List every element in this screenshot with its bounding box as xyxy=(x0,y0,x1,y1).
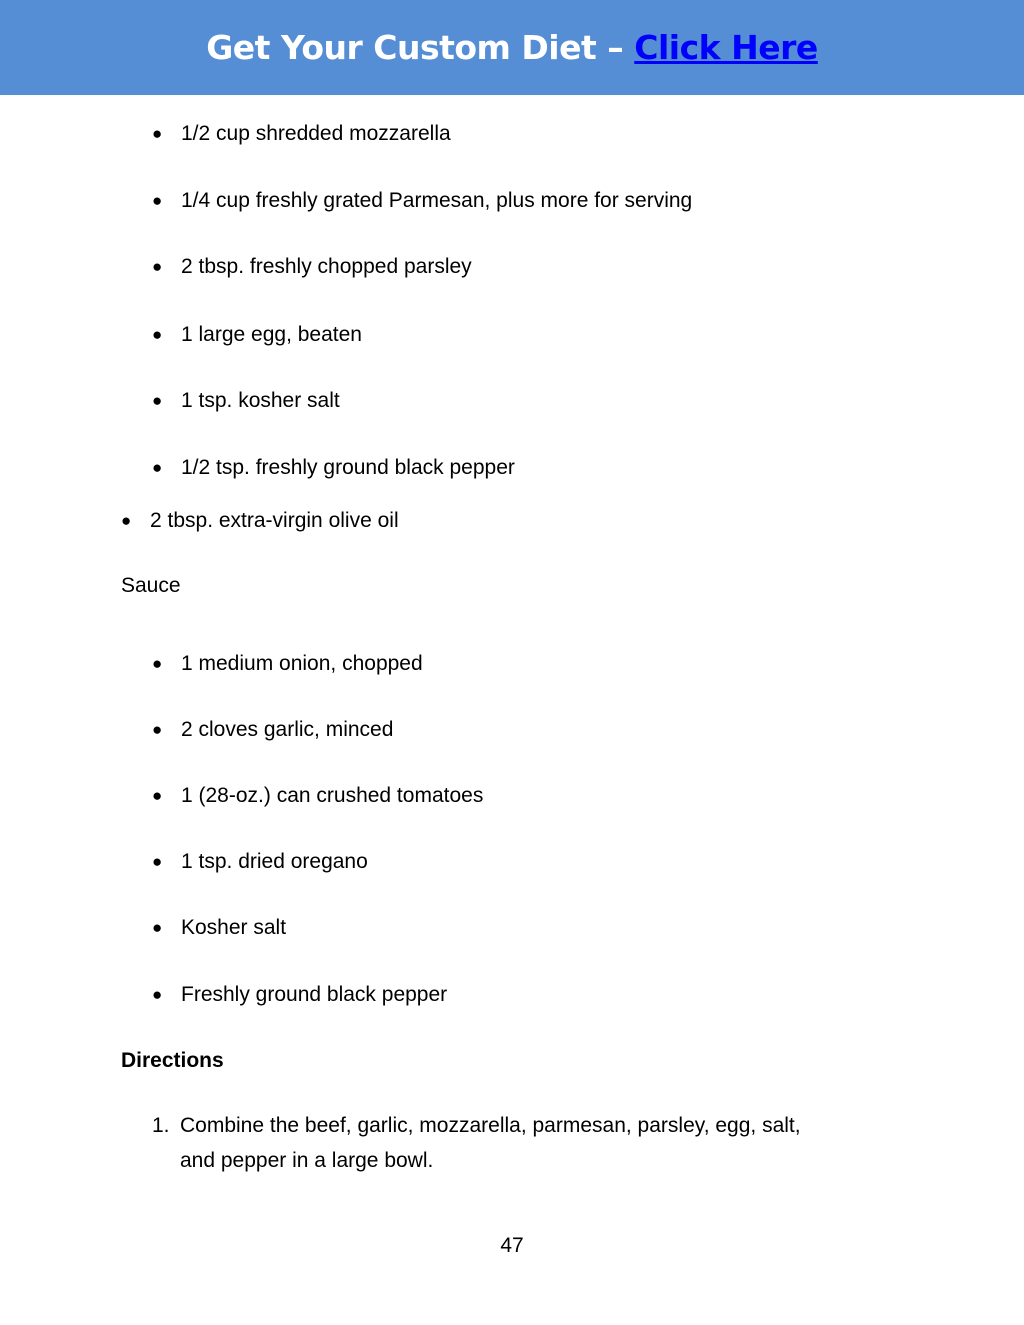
list-item xyxy=(152,322,362,348)
click-here-link[interactable]: Click Here xyxy=(634,28,818,67)
list-item xyxy=(152,915,286,941)
directions-heading: Directions xyxy=(121,1049,224,1072)
sauce-item-text: 1 (28-oz.) can crushed tomatoes xyxy=(181,784,484,807)
list-item xyxy=(152,455,515,481)
promo-banner xyxy=(0,0,1024,95)
bullet-icon: ● xyxy=(152,391,163,410)
sauce-item-text: Freshly ground black pepper xyxy=(181,983,448,1006)
list-item xyxy=(152,783,483,809)
sauce-item-text: 2 cloves garlic, minced xyxy=(181,718,394,741)
bullet-icon: ● xyxy=(152,191,163,210)
list-item xyxy=(152,717,393,743)
sauce-item-text: 1 medium onion, chopped xyxy=(181,652,423,675)
list-item xyxy=(152,121,451,147)
ingredient-text: 1 large egg, beaten xyxy=(181,323,362,346)
bullet-icon: ● xyxy=(152,852,163,871)
ingredient-text: 1/2 cup shredded mozzarella xyxy=(181,122,451,145)
direction-step xyxy=(152,1108,892,1178)
ingredient-text: 1 tsp. kosher salt xyxy=(181,389,340,412)
sauce-item-text: 1 tsp. dried oregano xyxy=(181,850,368,873)
bullet-icon: ● xyxy=(121,511,132,530)
step-text-line1: Combine the beef, garlic, mozzarella, parmesan, parsley, egg, salt, xyxy=(180,1114,801,1137)
list-item xyxy=(152,188,692,214)
bullet-icon: ● xyxy=(152,985,163,1004)
bullet-icon: ● xyxy=(152,124,163,143)
bullet-icon: ● xyxy=(152,325,163,344)
list-item xyxy=(152,651,423,677)
list-item xyxy=(152,982,447,1008)
list-item xyxy=(152,388,340,414)
bullet-icon: ● xyxy=(152,720,163,739)
list-item xyxy=(152,849,368,875)
step-number: 1. xyxy=(152,1114,170,1137)
banner-text xyxy=(206,28,818,67)
bullet-icon: ● xyxy=(152,654,163,673)
banner-prefix: Get Your Custom Diet – xyxy=(206,28,635,67)
bullet-icon: ● xyxy=(152,786,163,805)
sauce-item-text: Kosher salt xyxy=(181,916,287,939)
list-item xyxy=(152,254,472,280)
ingredient-text: 1/2 tsp. freshly ground black pepper xyxy=(181,456,515,479)
ingredient-text: 1/4 cup freshly grated Parmesan, plus more for serving xyxy=(181,189,693,212)
step-text-line2: and pepper in a large bowl. xyxy=(180,1149,434,1172)
ingredient-text: 2 tbsp. freshly chopped parsley xyxy=(181,255,472,278)
bullet-icon: ● xyxy=(152,458,163,477)
page-number: 47 xyxy=(500,1234,524,1257)
bullet-icon: ● xyxy=(152,257,163,276)
bullet-icon: ● xyxy=(152,918,163,937)
ingredient-text: 2 tbsp. extra-virgin olive oil xyxy=(150,509,399,532)
list-item xyxy=(121,508,399,534)
sauce-heading: Sauce xyxy=(121,574,181,597)
